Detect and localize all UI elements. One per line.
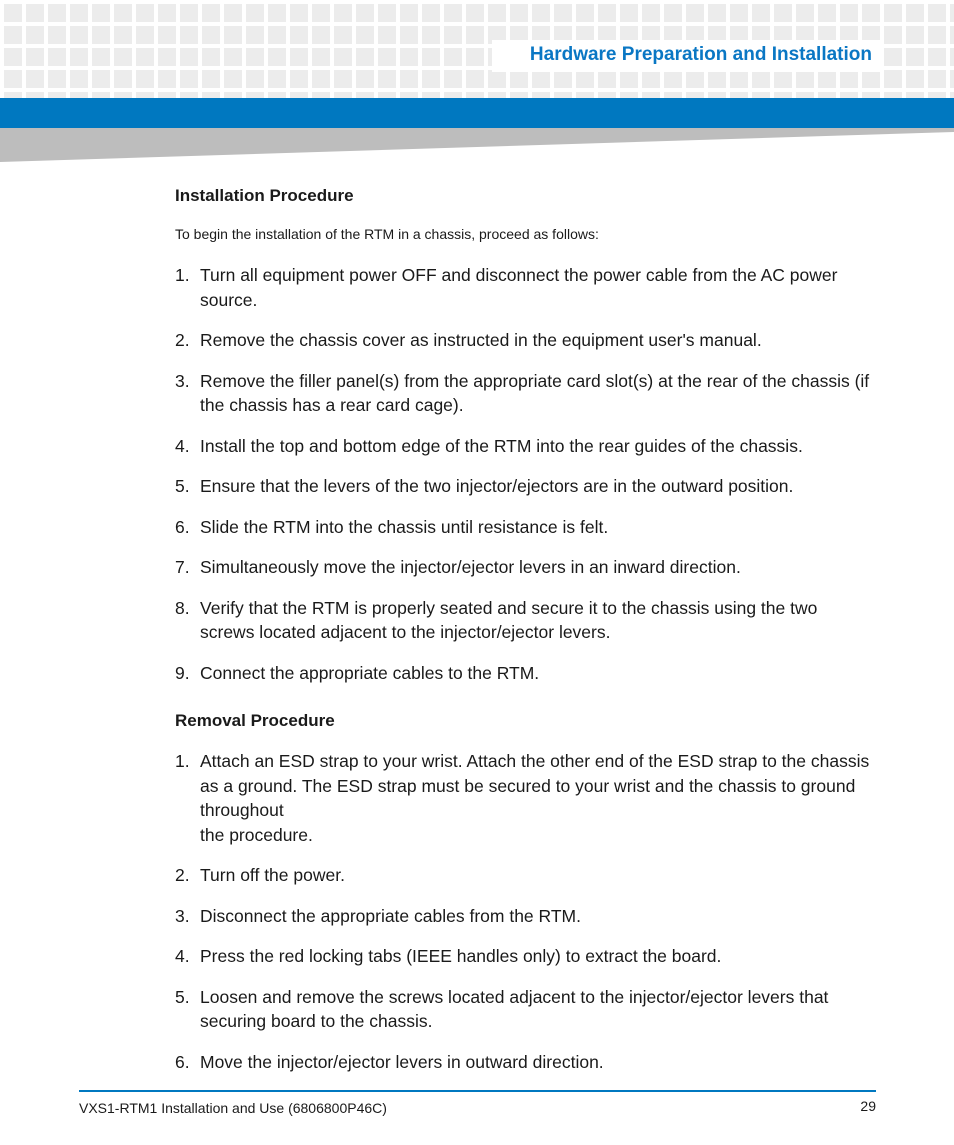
installation-step	[175, 434, 875, 459]
step-number: 2.	[175, 865, 190, 885]
removal-steps-list	[175, 749, 875, 1090]
page-number: 29	[860, 1098, 876, 1114]
installation-intro: To begin the installation of the RTM in a chassis, proceed as follows:	[175, 226, 599, 242]
footer-document-title: VXS1-RTM1 Installation and Use (6806800P46C)	[79, 1100, 387, 1116]
header-grey-wedge	[0, 128, 954, 166]
installation-heading: Installation Procedure	[175, 186, 354, 205]
installation-step	[175, 369, 875, 418]
footer-rule	[79, 1090, 876, 1092]
step-number: 5.	[175, 476, 190, 496]
step-number: 7.	[175, 557, 190, 577]
step-number: 1.	[175, 751, 190, 771]
step-number: 4.	[175, 435, 190, 456]
step-text: Slide the RTM into the chassis until resistance is felt.	[200, 516, 609, 537]
step-text: Loosen and remove the screws located adjacent to the injector/ejector levers that securing board to the chassis.	[200, 986, 829, 1031]
step-text: Attach an ESD strap to your wrist. Attach the other end of the ESD strap to the chassis as a ground. The ESD strap must be secured to your wrist and the chassis to ground throughout the procedure.	[200, 751, 870, 845]
step-number: 5.	[175, 986, 190, 1007]
step-number: 2.	[175, 330, 190, 350]
installation-steps-list	[175, 263, 875, 701]
header-blue-bar	[0, 98, 954, 128]
step-number: 8.	[175, 597, 190, 618]
installation-step	[175, 474, 875, 499]
installation-step	[175, 596, 875, 645]
removal-step	[175, 863, 875, 888]
step-text: Turn off the power.	[200, 865, 345, 885]
installation-step	[175, 263, 875, 312]
removal-step	[175, 904, 875, 929]
removal-heading: Removal Procedure	[175, 711, 335, 730]
step-number: 3.	[175, 370, 190, 391]
step-number: 4.	[175, 946, 190, 966]
step-text: Remove the chassis cover as instructed in the equipment user's manual.	[200, 330, 762, 350]
step-text: Install the top and bottom edge of the RTM into the rear guides of the chassis.	[200, 435, 803, 456]
step-number: 6.	[175, 1051, 190, 1072]
step-text: Connect the appropriate cables to the RTM.	[200, 662, 540, 683]
step-number: 3.	[175, 905, 190, 926]
removal-step	[175, 944, 875, 969]
installation-step	[175, 555, 875, 580]
step-text: Move the injector/ejector levers in outward direction.	[200, 1051, 604, 1072]
installation-step	[175, 515, 875, 540]
step-text: Ensure that the levers of the two injector/ejectors are in the outward position.	[200, 476, 794, 496]
removal-step	[175, 1050, 875, 1075]
removal-step	[175, 749, 875, 847]
step-text: Turn all equipment power OFF and disconnect the power cable from the AC power source.	[200, 265, 838, 310]
step-text: Simultaneously move the injector/ejector levers in an inward direction.	[200, 557, 741, 577]
step-number: 1.	[175, 265, 190, 285]
removal-step	[175, 985, 875, 1034]
step-text: Disconnect the appropriate cables from the RTM.	[200, 905, 581, 926]
step-number: 6.	[175, 516, 190, 537]
step-text: Verify that the RTM is properly seated and secure it to the chassis using the two screws located adjacent to the injector/ejector levers.	[200, 597, 818, 642]
section-title: Hardware Preparation and Installation	[529, 44, 872, 65]
step-text: Press the red locking tabs (IEEE handles only) to extract the board.	[200, 946, 722, 966]
step-text: Remove the filler panel(s) from the appropriate card slot(s) at the rear of the chassis (if the chassis has a rear card cage).	[200, 370, 870, 415]
installation-step	[175, 661, 875, 686]
step-number: 9.	[175, 662, 190, 683]
installation-step	[175, 328, 875, 353]
